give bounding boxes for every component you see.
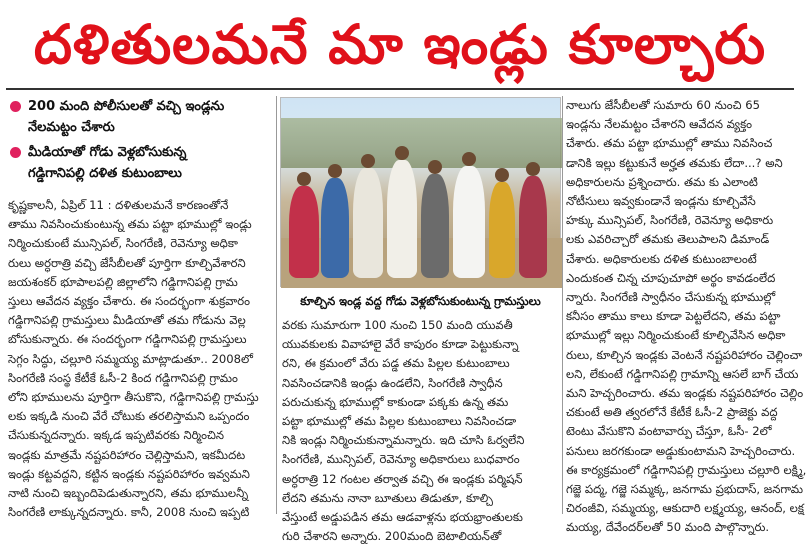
photo-person: [289, 186, 319, 278]
news-photo: [280, 97, 561, 287]
column-divider: [562, 96, 563, 514]
text-line: రులు, కూల్చిన ఇండ్లకు వెంటనే నష్టపరిహారం చెల్లించా: [566, 347, 803, 362]
text-line: అధికారులను ప్రశ్నించారు. తమ కు ఎలాంటి: [566, 174, 758, 189]
text-line: నికి ఇండ్లు నిర్మించుకున్నామన్నారు. ఇది చూసి ఓర్వలేని: [282, 433, 525, 448]
text-line: వేస్తుంటే అడ్డుపడిన తమ ఆడవాళ్లను భయభ్రాంతులకు: [282, 510, 523, 525]
text-line: లోని భూములను పూర్తిగా తీసుకొని, గడ్డిగానిపల్లి గ్రామస్తు: [8, 390, 259, 405]
text-line: ఇండ్లు కట్టవద్దని, కట్టిన ఇండ్లకు నష్టపరిహారం ఇవ్వమని: [8, 466, 250, 481]
text-line: బోసుకున్నారు. ఈ సందర్భంగా గడ్డిగానిపల్లి గ్రామస్తులు: [8, 332, 247, 347]
text-line: గురి చేశారని అన్నారు. 200మంది బెటాలియన్‌తో: [282, 529, 502, 544]
photo-person: [321, 178, 349, 278]
article-column-3: [566, 96, 806, 538]
photo-person: [387, 160, 417, 278]
photo-caption: కూల్చిన ఇండ్ల వద్ద గోడు వెళ్లబోసుకుంటున్న గ్రామస్తులు: [300, 294, 541, 308]
article-column-2: [282, 316, 558, 546]
text-line: కనీసం తాము కాలు కూడా పెట్టలేదని, తమ పట్టా: [566, 309, 781, 324]
text-line: కృష్ణకాలనీ, ఏప్రిల్ 11 : దళితులమనే కారణంతోనే: [8, 198, 229, 212]
text-line: లని, లేకుంటే గడ్డిగానిపల్లి గ్రామాన్ని ఆసలే బాగ్ చేయ: [566, 366, 799, 381]
text-line: చకుంటే అతి త్వరలోనే కేటీకే ఓసీ-2 ప్రాజెక్టు వద్ద: [566, 405, 778, 420]
text-line: లేదని తమను నానా బూతులు తిడుతూ, కూల్చి: [282, 490, 493, 505]
text-line: టెంటు వేసుకొని వంటావార్పు చేస్తూ, ఓసీ- 2లో: [566, 424, 772, 439]
text-line: మని హెచ్చరించారు. తమ ఇండ్లకు నష్టపరిహారం చెల్లిం: [566, 386, 804, 401]
text-line: హక్కు మున్సిపల్, సింగరేణి, రెవెన్యూ అధికారు: [566, 213, 774, 228]
article-column-1: [8, 196, 272, 522]
photo-person: [519, 176, 547, 278]
text-line: పరుచుకున్న భూముల్లో కాకుండా పక్కకు ఉన్న తమ: [282, 394, 509, 409]
text-line: ఈ కార్యక్రమంలో గడ్డిగానిపల్లి గ్రామస్తులు చల్లూరి లక్ష్మి,: [566, 462, 806, 477]
text-line: చేసుకున్నదన్నారు. ఇక్కడ ఇప్పటివరకు నిర్మించిన: [8, 428, 224, 443]
text-line: లకు ఇక్కడి నుంచి వేరే చోటుకు తరలిస్తామని ఒప్పందం: [8, 409, 250, 424]
text-line: ఇండ్లకు మాత్రమే నష్టపరిహారం చెల్లిస్తామని, ఇకమీదట: [8, 447, 246, 462]
text-line: నివసించడానికి ఇండ్లు ఉండలేని, సింగరేణి స్వాధీన: [282, 375, 503, 390]
text-line: మయ్య, దేవేందర్‌లతో 50 మంది పాల్గొన్నారు.: [566, 520, 770, 535]
column-divider: [276, 96, 277, 514]
bullet-line: మీడియాతో గోడు వెళ్లబోసుకున్న: [28, 145, 187, 160]
bullet-line: గడ్డిగానిపల్లి దళిత కుటుంబాలు: [28, 166, 182, 181]
text-line: పట్టా భూముల్లో తమ పిల్లల కుటుంబాలు నివసించడా: [282, 414, 517, 429]
photo-person: [421, 174, 449, 278]
text-line: నాటి నుంచి ఇబ్బందిపెడుతున్నారని, తమ భూములన్నీ: [8, 486, 249, 501]
bullet-item: [8, 96, 270, 138]
bullet-line: 200 మంది పోలీసులతో వచ్చి ఇండ్లను: [28, 99, 225, 114]
text-line: ఎందుకంత చిన్న చూపుచూపో అర్థం కావడంలేద: [566, 270, 776, 285]
text-line: న్నారు. సింగరేణి స్వాధీనం చేసుకున్న భూముల్లో: [566, 290, 776, 305]
text-line: యువకులకు వివాహాలై వేరే కాపురం కూడా పెట్టుకున్నా: [282, 337, 519, 352]
text-line: పనులు జరగకుండా అడ్డుకుంటామని హెచ్చరించారు.: [566, 443, 796, 458]
headline: దళితులమనే మా ఇండ్లు కూల్చారు: [33, 13, 767, 76]
text-line: గడ్డిగానిపల్లి గ్రామస్తులు మీడియాతో తమ గోడును వెల్ల: [8, 313, 246, 328]
bullet-dot-icon: [10, 101, 21, 112]
photo-background-trees: [281, 118, 562, 168]
text-line: తాము నివసించుకుంటున్న తమ పట్టా భూముల్లో ఇండ్లు: [8, 217, 252, 232]
text-line: గజ్జె పద్మ, గజ్జె సమ్మక్క, జనగామ ప్రభుదాస్, జనగామ: [566, 482, 803, 497]
text-line: సింగరేణి సంస్థ కేటీకే ఓసీ-2 కింద గడ్డిగానిపల్లి గ్రామం: [8, 370, 238, 385]
photo-person: [489, 182, 515, 278]
text-line: రులు అర్ధరాత్రి వచ్చి జేసీబీలతో పూర్తిగా కూల్చివేశారని: [8, 255, 246, 270]
text-line: చిరంజీవి, సమ్మయ్య, ఆకుదారి లక్ష్మయ్య, ఆనంద్, లక్ష: [566, 501, 804, 516]
text-line: ఇండ్లను నేలమట్టం చేశారని ఆవేదన వ్యక్తం: [566, 117, 753, 132]
bullet-line: నేలమట్టం చేశారు: [28, 120, 115, 135]
text-line: అర్ధరాత్రి 12 గంటల తర్వాత వచ్చి ఈ ఇండ్లకు పర్మిషన్: [282, 471, 523, 486]
text-line: సెగ్గం సిద్ధు, చల్లూరి సమ్మయ్య మాట్లాడుతూ.. 2008లో: [8, 351, 253, 366]
text-line: రని, ఈ క్రమంలో వేరు పడ్డ తమ పిల్లల కుటుంబాలు: [282, 356, 510, 371]
text-line: సింగరేణి, మున్సిపల్, రెవెన్యూ అధికారులు బుధవారం: [282, 452, 520, 467]
text-line: జయశంకర్ భూపాలపల్లి జిల్లాలోని గడ్డిగానిపల్లి గ్రామ: [8, 274, 238, 289]
text-line: వరకు సుమారుగా 100 నుంచి 150 మంది యువతీ: [282, 318, 513, 332]
text-line: సింగరేణి లాక్కున్నదన్నారు. కానీ, 2008 నుంచి ఇప్పటి: [8, 505, 250, 520]
text-line: లకు ఎవరిచ్చారో తమకు తెలుపాలని డిమాండ్: [566, 232, 770, 247]
bullet-item: [8, 142, 270, 184]
text-line: నాలుగు జేసీబీలతో సుమారు 60 నుంచి 65: [566, 98, 761, 112]
photo-person: [353, 168, 383, 278]
headline-divider: [6, 88, 794, 90]
text-line: స్తులు ఆవేదన వ్యక్తం చేశారు. ఈ సందర్భంగా శుక్రవారం: [8, 294, 251, 309]
subheadline-bullets: [8, 96, 270, 188]
text-line: చేశారు. తమ పట్టా భూముల్లో తాము నివసించ: [566, 136, 773, 151]
text-line: డానికి ఇల్లు కట్టుకునే అర్హత తమకు లేదా...? అని: [566, 155, 783, 170]
text-line: చేశారు. అధికారులకు దళిత కుటుంబాలంటే: [566, 251, 757, 266]
text-line: భూముల్లో ఇల్లు నిర్మించుకుంటే కూల్చివేసిన అధికా: [566, 328, 786, 343]
photo-person: [453, 166, 485, 278]
text-line: నిర్మించుకుంటే మున్సిపల్, సింగరేణి, రెవెన్యూ అధికా: [8, 236, 238, 251]
bullet-dot-icon: [10, 147, 21, 158]
text-line: నోటీసులు ఇవ్వకుండానే ఇండ్లను కూల్చివేసే: [566, 194, 756, 209]
